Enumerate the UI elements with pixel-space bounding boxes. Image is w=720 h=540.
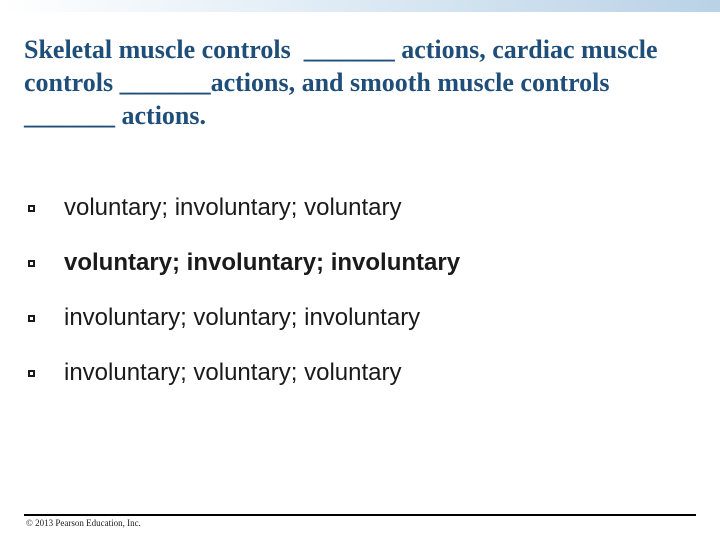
top-accent-bar (0, 0, 720, 12)
answer-option-b[interactable] (28, 248, 460, 278)
square-bullet-icon (28, 260, 35, 267)
square-bullet-icon (28, 370, 35, 377)
answer-option-a[interactable] (28, 193, 402, 223)
copyright-footer: © 2013 Pearson Education, Inc. (26, 518, 141, 528)
footer-divider (24, 514, 696, 516)
answer-option-label: voluntary; involuntary; involuntary (64, 249, 461, 276)
answer-option-label: involuntary; voluntary; voluntary (64, 359, 402, 386)
square-bullet-icon (28, 205, 35, 212)
answer-option-label: voluntary; involuntary; voluntary (64, 194, 402, 221)
question-text: Skeletal muscle controls _______ actions, cardiac muscle controls _______actions, and smooth muscle controls _______ actions. (24, 35, 665, 130)
answer-option-d[interactable] (28, 358, 402, 388)
answer-option-c[interactable] (28, 303, 420, 333)
answer-option-label: involuntary; voluntary; involuntary (64, 304, 421, 331)
square-bullet-icon (28, 315, 35, 322)
